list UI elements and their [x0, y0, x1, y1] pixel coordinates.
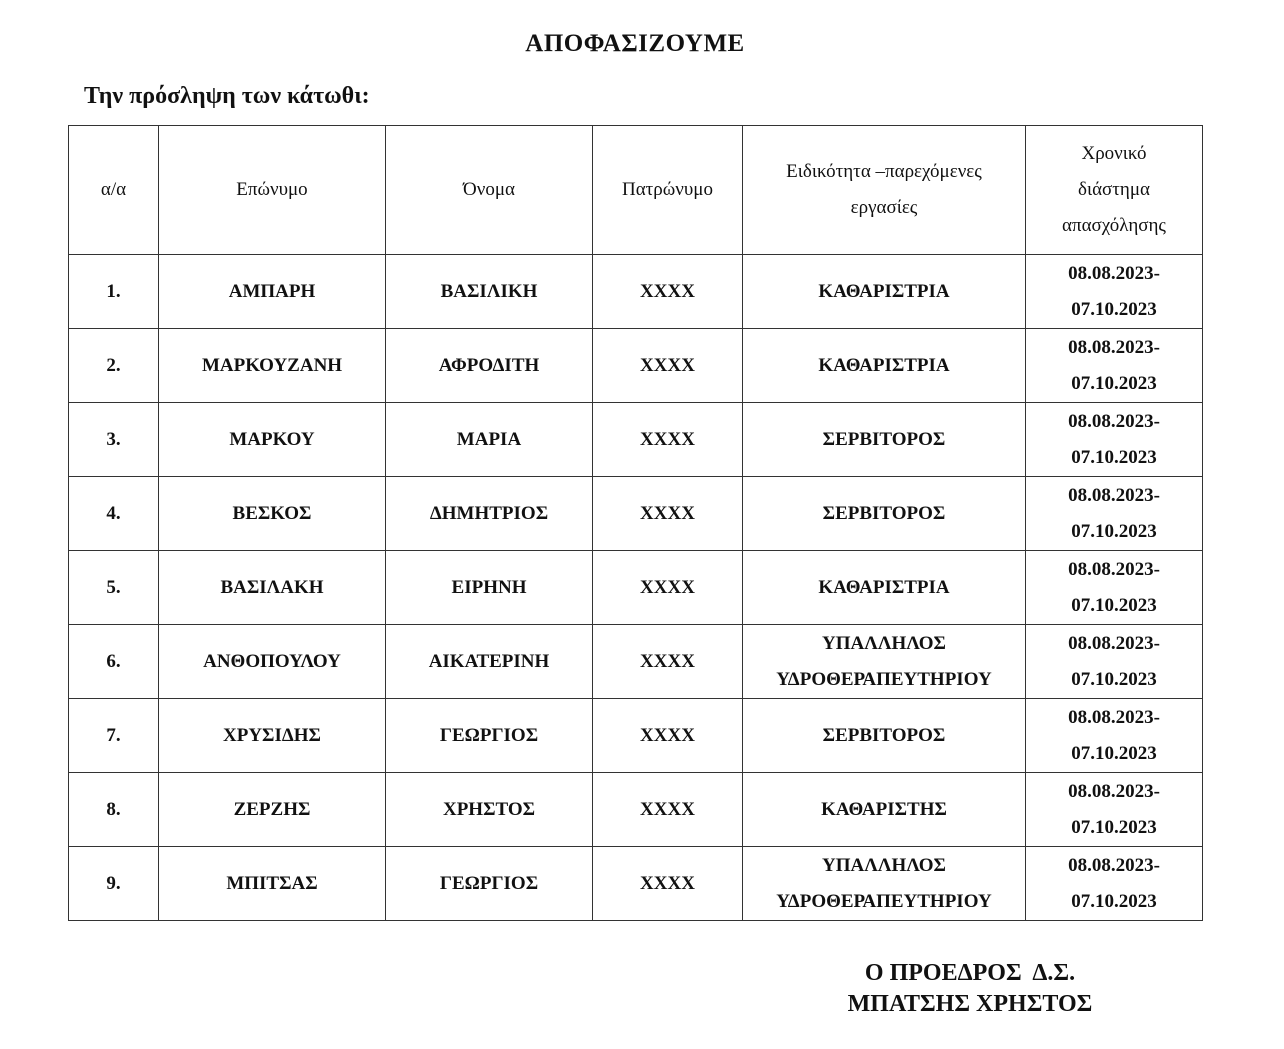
cell-name: ΔΗΜΗΤΡΙΟΣ — [386, 477, 593, 551]
cell-surname: ΜΠΙΤΣΑΣ — [159, 847, 386, 921]
cell-aa: 6. — [69, 625, 159, 699]
cell-surname: ΒΑΣΙΛΑΚΗ — [159, 551, 386, 625]
cell-patronymic: ΧΧΧΧ — [593, 699, 743, 773]
cell-name: ΧΡΗΣΤΟΣ — [386, 773, 593, 847]
cell-aa: 1. — [69, 255, 159, 329]
cell-aa: 9. — [69, 847, 159, 921]
cell-specialty: ΥΠΑΛΛΗΛΟΣ ΥΔΡΟΘΕΡΑΠΕΥΤΗΡΙΟΥ — [743, 847, 1026, 921]
period-start: 08.08.2023- — [1068, 706, 1160, 728]
cell-patronymic: ΧΧΧΧ — [593, 551, 743, 625]
header-name: Όνομα — [386, 126, 593, 255]
cell-name: ΑΙΚΑΤΕΡΙΝΗ — [386, 625, 593, 699]
cell-period — [1026, 551, 1203, 625]
table-row — [69, 625, 1203, 699]
cell-surname: ΖΕΡΖΗΣ — [159, 773, 386, 847]
cell-patronymic: ΧΧΧΧ — [593, 477, 743, 551]
table-row — [69, 477, 1203, 551]
cell-specialty: ΥΠΑΛΛΗΛΟΣ ΥΔΡΟΘΕΡΑΠΕΥΤΗΡΙΟΥ — [743, 625, 1026, 699]
cell-surname: ΜΑΡΚΟΥΖΑΝΗ — [159, 329, 386, 403]
table-row — [69, 403, 1203, 477]
period-end: 07.10.2023 — [1071, 372, 1157, 394]
table-row — [69, 329, 1203, 403]
header-patronymic: Πατρώνυμο — [593, 126, 743, 255]
cell-specialty: ΣΕΡΒΙΤΟΡΟΣ — [743, 477, 1026, 551]
cell-period — [1026, 477, 1203, 551]
cell-name: ΓΕΩΡΓΙΟΣ — [386, 699, 593, 773]
header-specialty: Ειδικότητα –παρεχόμενες εργασίες — [743, 126, 1026, 255]
cell-aa: 2. — [69, 329, 159, 403]
period-end: 07.10.2023 — [1071, 816, 1157, 838]
cell-surname: ΑΜΠΑΡΗ — [159, 255, 386, 329]
signature-title: Ο ΠΡΟΕΔΡΟΣ Δ.Σ. — [864, 960, 1076, 986]
cell-aa: 8. — [69, 773, 159, 847]
period-start: 08.08.2023- — [1068, 558, 1160, 580]
table-body — [69, 255, 1203, 921]
period-end: 07.10.2023 — [1071, 890, 1157, 912]
period-end: 07.10.2023 — [1071, 298, 1157, 320]
period-start: 08.08.2023- — [1068, 262, 1160, 284]
cell-specialty: ΣΕΡΒΙΤΟΡΟΣ — [743, 403, 1026, 477]
cell-specialty: ΚΑΘΑΡΙΣΤΡΙΑ — [743, 551, 1026, 625]
table-row — [69, 551, 1203, 625]
cell-surname: ΒΕΣΚΟΣ — [159, 477, 386, 551]
cell-name: ΑΦΡΟΔΙΤΗ — [386, 329, 593, 403]
cell-surname: ΜΑΡΚΟΥ — [159, 403, 386, 477]
intro-text: Την πρόσληψη των κάτωθι: — [84, 83, 370, 109]
cell-aa: 7. — [69, 699, 159, 773]
cell-period — [1026, 625, 1203, 699]
cell-patronymic: ΧΧΧΧ — [593, 329, 743, 403]
cell-specialty: ΚΑΘΑΡΙΣΤΗΣ — [743, 773, 1026, 847]
cell-specialty: ΚΑΘΑΡΙΣΤΡΙΑ — [743, 329, 1026, 403]
table-row — [69, 699, 1203, 773]
cell-specialty: ΚΑΘΑΡΙΣΤΡΙΑ — [743, 255, 1026, 329]
period-start: 08.08.2023- — [1068, 336, 1160, 358]
period-end: 07.10.2023 — [1071, 742, 1157, 764]
table-row — [69, 773, 1203, 847]
cell-patronymic: ΧΧΧΧ — [593, 847, 743, 921]
cell-patronymic: ΧΧΧΧ — [593, 773, 743, 847]
period-end: 07.10.2023 — [1071, 668, 1157, 690]
cell-aa: 3. — [69, 403, 159, 477]
header-period: Χρονικό διάστημα απασχόλησης — [1026, 126, 1203, 255]
header-aa: α/α — [69, 126, 159, 255]
period-start: 08.08.2023- — [1068, 632, 1160, 654]
cell-aa: 5. — [69, 551, 159, 625]
signature-block — [800, 958, 1140, 1020]
period-start: 08.08.2023- — [1068, 410, 1160, 432]
period-start: 08.08.2023- — [1068, 854, 1160, 876]
document-heading: ΑΠΟΦΑΣΙΖΟΥΜΕ — [525, 30, 745, 57]
period-end: 07.10.2023 — [1071, 446, 1157, 468]
header-surname: Επώνυμο — [159, 126, 386, 255]
cell-period — [1026, 329, 1203, 403]
period-end: 07.10.2023 — [1071, 594, 1157, 616]
cell-period — [1026, 773, 1203, 847]
cell-patronymic: ΧΧΧΧ — [593, 625, 743, 699]
cell-specialty: ΣΕΡΒΙΤΟΡΟΣ — [743, 699, 1026, 773]
cell-name: ΒΑΣΙΛΙΚΗ — [386, 255, 593, 329]
period-start: 08.08.2023- — [1068, 780, 1160, 802]
cell-period — [1026, 403, 1203, 477]
cell-period — [1026, 847, 1203, 921]
cell-name: ΜΑΡΙΑ — [386, 403, 593, 477]
signature-name: ΜΠΑΤΣΗΣ ΧΡΗΣΤΟΣ — [847, 991, 1093, 1017]
cell-period — [1026, 699, 1203, 773]
table-header-row — [69, 126, 1203, 255]
cell-aa: 4. — [69, 477, 159, 551]
table-row — [69, 255, 1203, 329]
period-end: 07.10.2023 — [1071, 520, 1157, 542]
cell-name: ΓΕΩΡΓΙΟΣ — [386, 847, 593, 921]
period-start: 08.08.2023- — [1068, 484, 1160, 506]
cell-patronymic: ΧΧΧΧ — [593, 403, 743, 477]
hires-table — [68, 125, 1203, 921]
cell-surname: ΧΡΥΣΙΔΗΣ — [159, 699, 386, 773]
table-row — [69, 847, 1203, 921]
cell-period — [1026, 255, 1203, 329]
cell-surname: ΑΝΘΟΠΟΥΛΟΥ — [159, 625, 386, 699]
cell-patronymic: ΧΧΧΧ — [593, 255, 743, 329]
cell-name: ΕΙΡΗΝΗ — [386, 551, 593, 625]
